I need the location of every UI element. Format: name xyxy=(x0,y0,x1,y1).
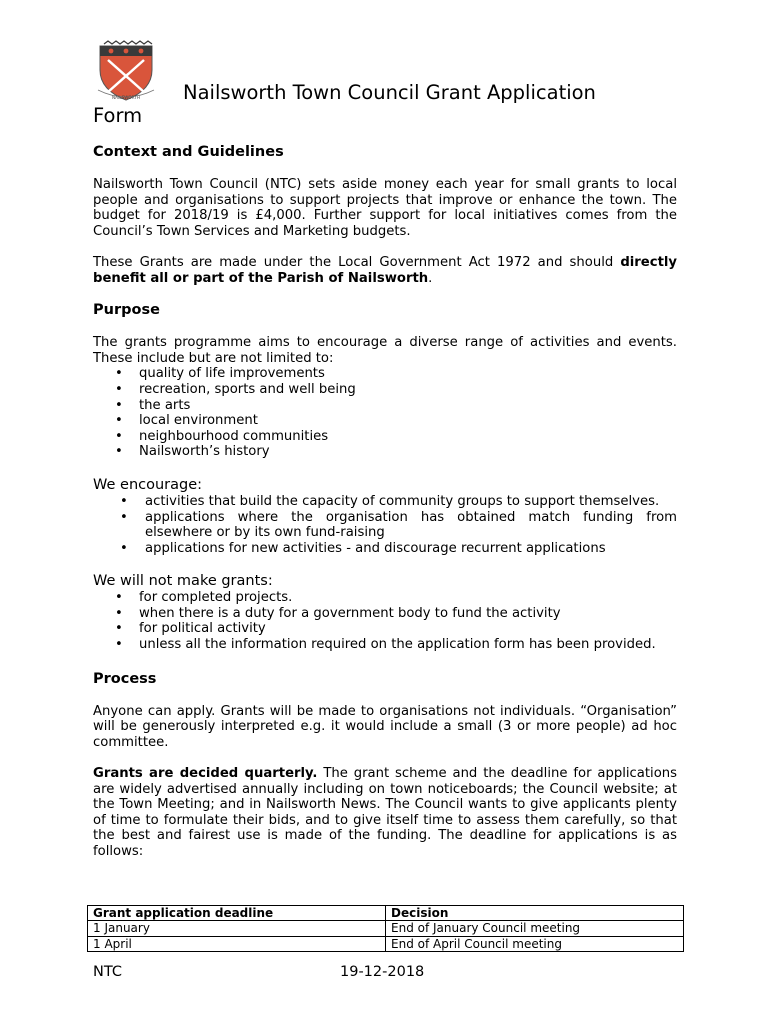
column-header-deadline: Grant application deadline xyxy=(88,906,386,921)
table-row xyxy=(88,921,684,936)
crest-text: NAILSWORTH xyxy=(112,95,140,100)
list-item: • for political activity xyxy=(93,621,677,637)
list-item: • quality of life improvements xyxy=(93,366,677,382)
footer-date: 19-12-2018 xyxy=(340,964,425,980)
list-item: • recreation, sports and well being xyxy=(93,382,677,398)
process-heading: Process xyxy=(93,670,157,687)
council-crest-logo xyxy=(96,40,156,102)
list-item: • neighbourhood communities xyxy=(93,429,677,445)
encourage-list xyxy=(93,494,677,556)
document-body xyxy=(93,143,677,860)
not-grants-list xyxy=(93,590,677,652)
list-item: • local environment xyxy=(93,413,677,429)
table-cell: 1 April xyxy=(88,936,386,951)
page-title-continuation: Form xyxy=(93,104,143,127)
table-row xyxy=(88,936,684,951)
parish-benefit-emphasis: directly benefit all or part of the Parish of Nailsworth xyxy=(93,254,677,286)
table-cell: End of April Council meeting xyxy=(386,936,684,951)
table-cell: 1 January xyxy=(88,921,386,936)
list-item: • applications where the organisation has obtained match funding from elsewhere or by its own fund-raising xyxy=(93,510,677,541)
list-item: • applications for new activities - and discourage recurrent applications xyxy=(93,541,677,557)
purpose-list xyxy=(93,366,677,460)
footer-org: NTC xyxy=(93,964,122,980)
process-paragraph-2: Grants are decided quarterly. The grant scheme and the deadline for applications are widely advertised annually including on town noticeboards; the Council website; at the Town Meeting; and in Nailsworth News. The Council wants to give applicants plenty of time to formulate their bids, and to give itself time to assess them carefully, so that the best and fairest use is made of the funding. The deadline for applications is as follows: xyxy=(93,766,677,859)
list-item: • activities that build the capacity of community groups to support themselves. xyxy=(93,494,677,510)
table-cell: End of January Council meeting xyxy=(386,921,684,936)
context-heading: Context and Guidelines xyxy=(93,144,284,160)
context-paragraph-2: These Grants are made under the Local Government Act 1972 and should directly benefit all or part of the Parish of Nailsworth. xyxy=(93,254,677,286)
purpose-intro: The grants programme aims to encourage a diverse range of activities and events. These include but are not limited to: xyxy=(93,335,677,366)
table-header-row xyxy=(88,906,684,921)
list-item: • unless all the information required on the application form has been provided. xyxy=(93,637,677,653)
deadline-table xyxy=(87,905,684,952)
process-paragraph-1: Anyone can apply. Grants will be made to organisations not individuals. “Organisation” will be generously interpreted e.g. it would include a small (3 or more people) ad hoc committee. xyxy=(93,703,677,750)
page-title: Nailsworth Town Council Grant Application xyxy=(183,81,596,104)
column-header-decision: Decision xyxy=(386,906,684,921)
context-paragraph-1: Nailsworth Town Council (NTC) sets aside money each year for small grants to local people and organisations to support projects that improve or enhance the town. The budget for 2018/19 is £4,000. Further support for local initiatives comes from the Council’s Town Services and Marketing budgets. xyxy=(93,177,677,239)
list-item: • Nailsworth’s history xyxy=(93,444,677,460)
purpose-heading: Purpose xyxy=(93,302,160,319)
encourage-heading: We encourage: xyxy=(93,476,203,493)
list-item: • for completed projects. xyxy=(93,590,677,606)
list-item: • the arts xyxy=(93,398,677,414)
not-grants-heading: We will not make grants: xyxy=(93,573,273,590)
list-item: • when there is a duty for a government body to fund the activity xyxy=(93,606,677,622)
quarterly-emphasis: Grants are decided quarterly. xyxy=(93,766,318,782)
